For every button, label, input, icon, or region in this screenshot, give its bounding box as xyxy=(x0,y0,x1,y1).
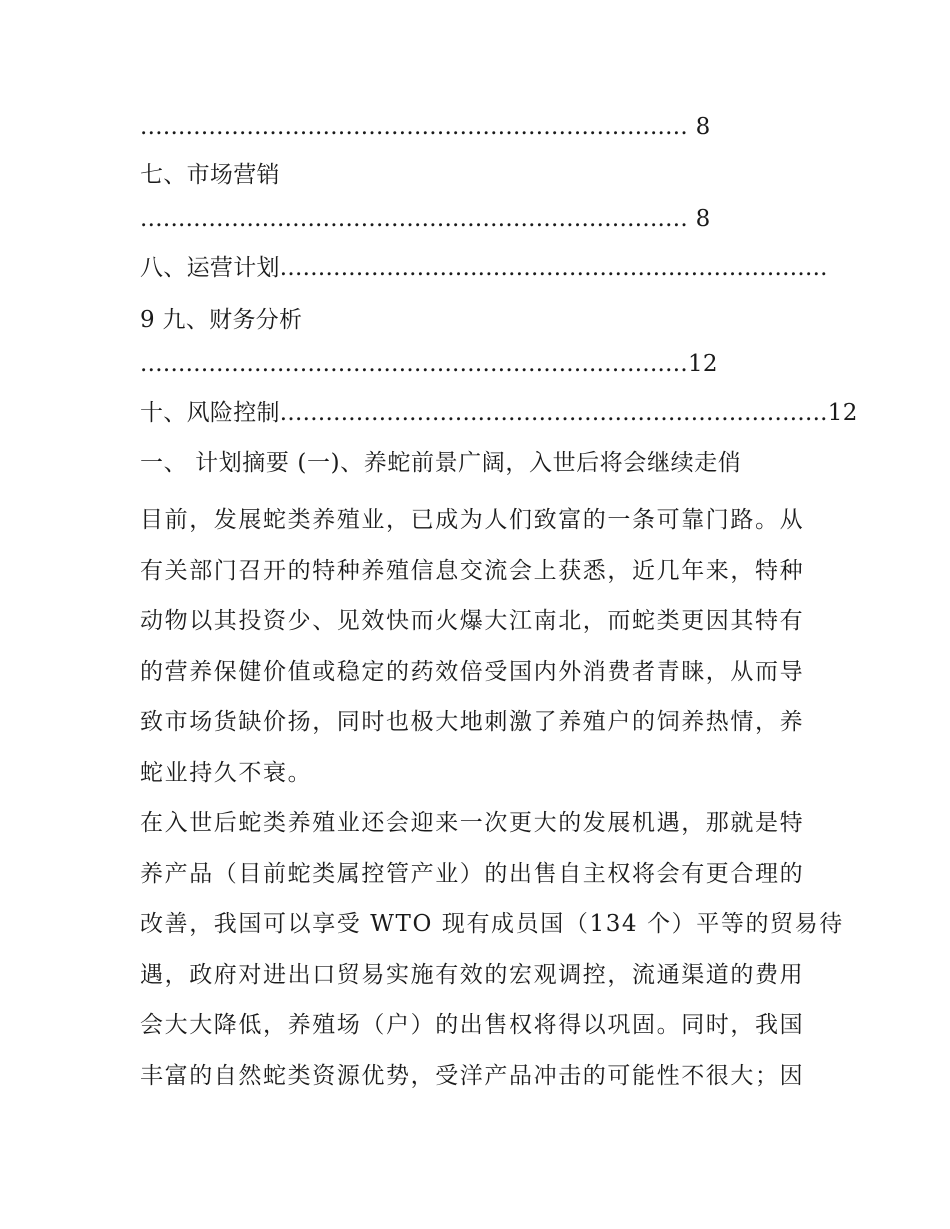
paragraph-line: 的营养保健价值或稳定的药效倍受国内外消费者青睐，从而导 xyxy=(140,658,805,685)
paragraph-line: 在入世后蛇类养殖业还会迎来一次更大的发展机遇，那就是特 xyxy=(140,810,805,836)
section-heading: 一、 计划摘要 (一)、养蛇前景广阔，入世后将会继续走俏 xyxy=(140,450,742,476)
toc-entry-risk-control: 十、风险控制........................................................................12 xyxy=(140,400,858,426)
toc-entry-page-8-second: ........................................................................ 8 xyxy=(140,206,711,232)
toc-entry-operations-plan: 八、运营计划........................................................................ xyxy=(140,255,828,281)
paragraph-1 xyxy=(140,495,812,800)
paragraph-line: 改善，我国可以享受 WTO 现有成员国（134 个）平等的贸易待 xyxy=(140,911,844,937)
paragraph-line: 有关部门召开的特种养殖信息交流会上获悉，近几年来，特种 xyxy=(140,557,805,584)
toc-entry-marketing: 七、市场营销 xyxy=(140,162,280,188)
paragraph-line: 致市场货缺价扬，同时也极大地刺激了养殖户的饲养热情，养 xyxy=(140,709,805,735)
paragraph-line: 动物以其投资少、见效快而火爆大江南北，而蛇类更因其特有 xyxy=(140,608,805,634)
toc-entry-financial-analysis: 9 九、财务分析 xyxy=(140,307,303,333)
paragraph-line: 丰富的自然蛇类资源优势，受洋产品冲击的可能性不很大；因 xyxy=(140,1062,805,1089)
toc-entry-page-12: ........................................................................12 xyxy=(140,351,718,377)
toc-entry-page-8: ........................................................................ 8 xyxy=(140,114,711,140)
paragraph-line: 目前，发展蛇类养殖业，已成为人们致富的一条可靠门路。从 xyxy=(140,507,805,533)
paragraph-line: 蛇业持久不衰。 xyxy=(140,759,313,786)
paragraph-2 xyxy=(140,798,844,1103)
paragraph-line: 遇，政府对进出口贸易实施有效的宏观调控，流通渠道的费用 xyxy=(140,961,805,988)
paragraph-line: 养产品（目前蛇类属控管产业）的出售自主权将会有更合理的 xyxy=(140,860,805,887)
paragraph-line: 会大大降低，养殖场（户）的出售权将得以巩固。同时，我国 xyxy=(140,1012,805,1038)
